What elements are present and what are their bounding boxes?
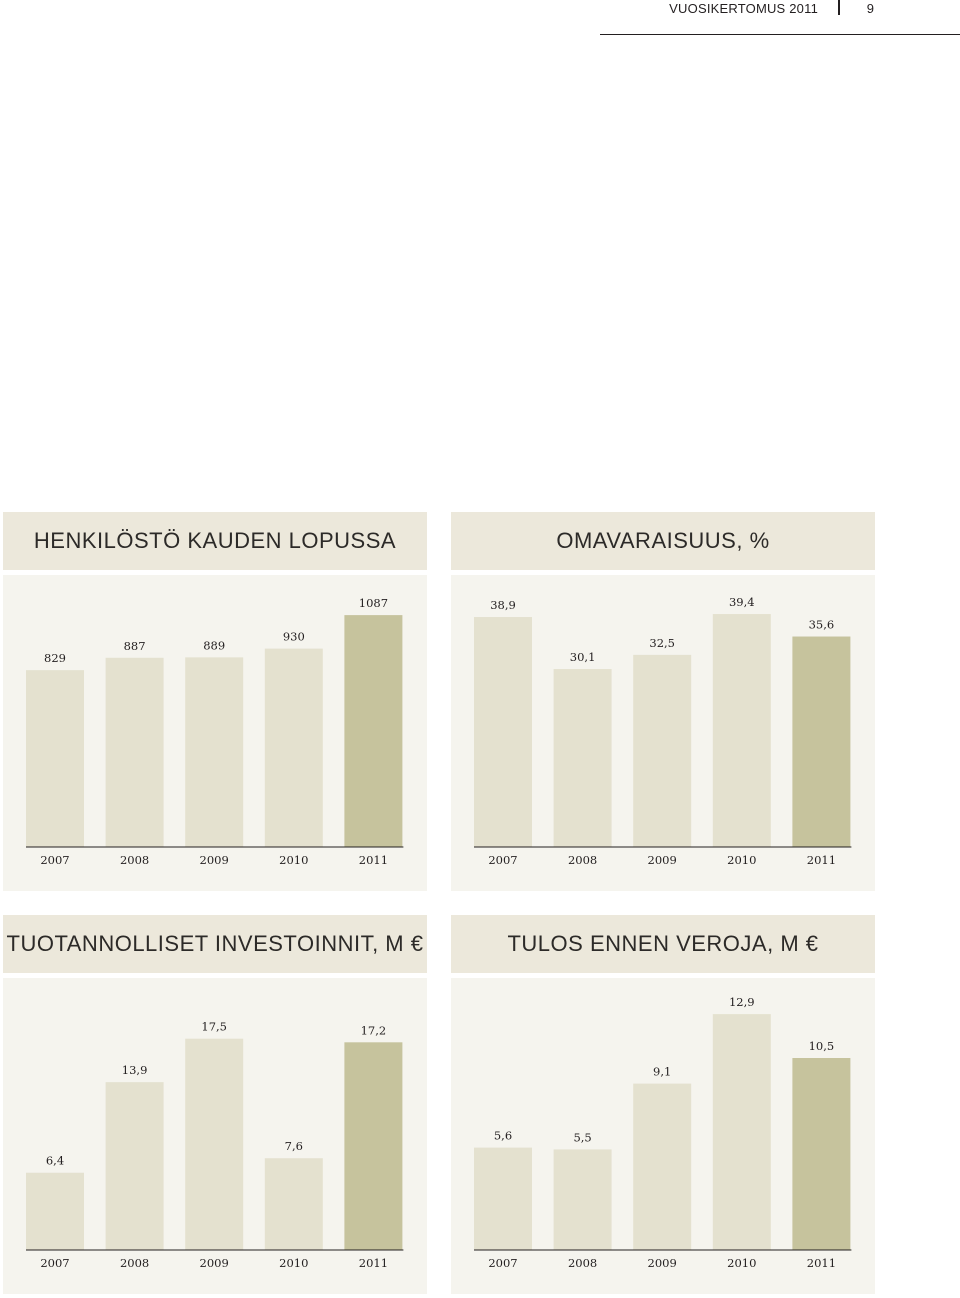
data-label: 889 [203,638,226,653]
bar-2011 [344,1042,402,1250]
x-tick-label: 2010 [727,1256,757,1270]
chart-title-bar [451,512,875,570]
chart-title-bar [3,915,427,973]
chart-area [451,978,875,1294]
x-tick-label: 2009 [199,853,229,867]
x-tick-label: 2008 [119,853,150,867]
bar-chart [3,575,427,891]
chart-title-bar [451,915,875,973]
x-tick-label: 2008 [567,1256,598,1270]
x-tick-label: 2011 [358,853,389,867]
chart-area [451,575,875,891]
bar-2011 [792,637,850,847]
bar-chart [451,978,875,1294]
bar-2008 [106,658,164,847]
x-tick-label: 2009 [199,1256,229,1270]
data-label: 930 [282,629,305,644]
bar-2010 [713,614,771,847]
bar-2007 [474,617,532,847]
x-tick-label: 2007 [488,1256,518,1270]
header-separator [838,0,840,15]
page-number: 9 [866,1,874,16]
bar-2011 [344,615,402,847]
data-label: 35,6 [808,617,835,632]
x-tick-label: 2010 [279,1256,309,1270]
bar-2008 [554,669,612,847]
bar-2008 [106,1082,164,1250]
data-label: 39,4 [728,595,755,610]
x-tick-label: 2010 [279,853,309,867]
data-label: 17,5 [201,1019,228,1034]
x-tick-label: 2011 [806,1256,837,1270]
data-label: 32,5 [649,635,676,650]
chart-title: HENKILÖSTÖ KAUDEN LOPUSSA [33,528,397,553]
chart-title: TUOTANNOLLISET INVESTOINNIT, M € [6,931,424,956]
data-label: 12,9 [728,995,755,1010]
data-label: 13,9 [121,1063,148,1078]
bar-2009 [185,1039,243,1250]
bar-2007 [26,1173,84,1250]
bar-2009 [185,657,243,847]
data-label: 7,6 [284,1139,303,1154]
data-label: 5,5 [573,1130,592,1145]
x-tick-label: 2007 [488,853,518,867]
x-tick-label: 2009 [647,1256,677,1270]
bar-2009 [633,655,691,847]
data-label: 829 [44,651,66,666]
x-tick-label: 2009 [647,853,677,867]
page-header [600,0,960,35]
bar-2009 [633,1084,691,1250]
x-tick-label: 2011 [806,853,837,867]
chart-title-bar [3,512,427,570]
bar-2007 [474,1148,532,1250]
chart-title: OMAVARAISUUS, % [556,528,770,553]
data-label: 17,2 [360,1023,387,1038]
chart-area [3,978,427,1294]
data-label: 5,6 [493,1128,513,1143]
bar-2011 [792,1058,850,1250]
data-label: 9,1 [653,1064,672,1079]
data-label: 887 [123,638,146,653]
chart-area [3,575,427,891]
x-tick-label: 2007 [40,853,70,867]
data-label: 1087 [358,596,389,611]
x-tick-label: 2008 [119,1256,150,1270]
bar-2007 [26,670,84,847]
x-tick-label: 2010 [727,853,757,867]
bar-2010 [265,1158,323,1250]
bar-2010 [713,1014,771,1250]
report-title: VUOSIKERTOMUS 2011 [669,1,818,16]
data-label: 6,4 [45,1153,65,1168]
bar-2010 [265,649,323,847]
data-label: 38,9 [490,598,516,613]
bar-chart [451,575,875,891]
chart-title: TULOS ENNEN VEROJA, M € [507,931,819,956]
x-tick-label: 2008 [567,853,598,867]
x-tick-label: 2011 [358,1256,389,1270]
data-label: 10,5 [808,1039,835,1053]
data-label: 30,1 [569,650,596,665]
bar-chart [3,978,427,1294]
x-tick-label: 2007 [40,1256,70,1270]
bar-2008 [554,1149,612,1250]
